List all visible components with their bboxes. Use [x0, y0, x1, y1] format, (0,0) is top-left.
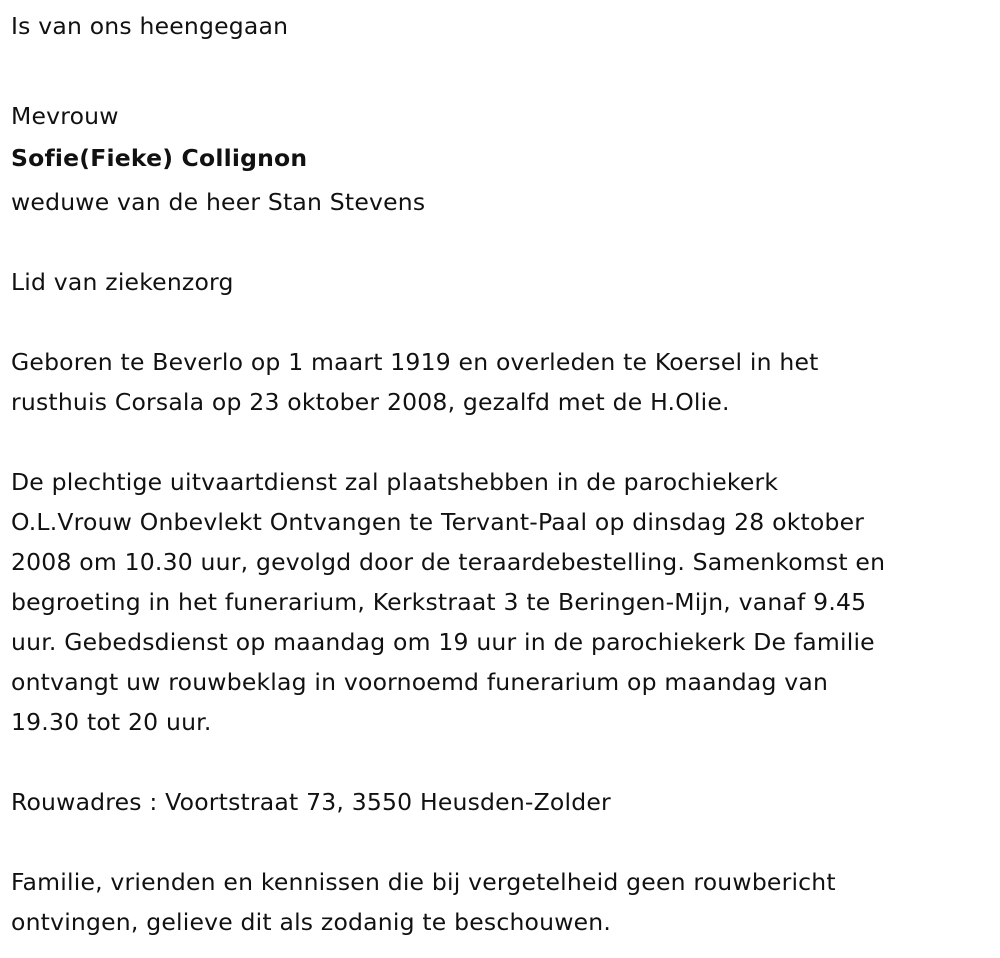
title-prefix: Mevrouw — [11, 102, 119, 130]
intro-text: Is van ons heengegaan — [11, 12, 289, 40]
closing-paragraph — [11, 862, 996, 942]
obituary-document — [11, 6, 996, 942]
spacer — [11, 46, 996, 86]
paragraph-line: De plechtige uitvaartdienst zal plaatshebben in de parochiekerk — [11, 468, 779, 496]
paragraph-line: ontvangt uw rouwbeklag in voornoemd funerarium op maandag van — [11, 668, 829, 696]
funeral-paragraph — [11, 462, 996, 742]
mourning-address: Rouwadres : Voortstraat 73, 3550 Heusden-Zolder — [11, 788, 611, 816]
spacer — [11, 422, 996, 462]
birth-death-paragraph — [11, 342, 996, 422]
paragraph-line: 2008 om 10.30 uur, gevolgd door de teraardebestelling. Samenkomst en — [11, 548, 886, 576]
spacer — [11, 742, 996, 782]
relation-text: weduwe van de heer Stan Stevens — [11, 188, 426, 216]
paragraph-line: Geboren te Beverlo op 1 maart 1919 en overleden te Koersel in het — [11, 348, 819, 376]
paragraph-line: Familie, vrienden en kennissen die bij vergetelheid geen rouwbericht — [11, 868, 836, 896]
paragraph-line: O.L.Vrouw Onbevlekt Ontvangen te Tervant-Paal op dinsdag 28 oktober — [11, 508, 865, 536]
paragraph-line: rusthuis Corsala op 23 oktober 2008, gezalfd met de H.Olie. — [11, 388, 730, 416]
deceased-name: Sofie(Fieke) Collignon — [11, 144, 308, 172]
spacer — [11, 302, 996, 342]
membership-text: Lid van ziekenzorg — [11, 268, 234, 296]
spacer — [11, 222, 996, 262]
paragraph-line: begroeting in het funerarium, Kerkstraat 3 te Beringen-Mijn, vanaf 9.45 — [11, 588, 867, 616]
paragraph-line: ontvingen, gelieve dit als zodanig te beschouwen. — [11, 908, 612, 936]
paragraph-line: 19.30 tot 20 uur. — [11, 708, 212, 736]
paragraph-line: uur. Gebedsdienst op maandag om 19 uur in de parochiekerk De familie — [11, 628, 875, 656]
spacer — [11, 822, 996, 862]
